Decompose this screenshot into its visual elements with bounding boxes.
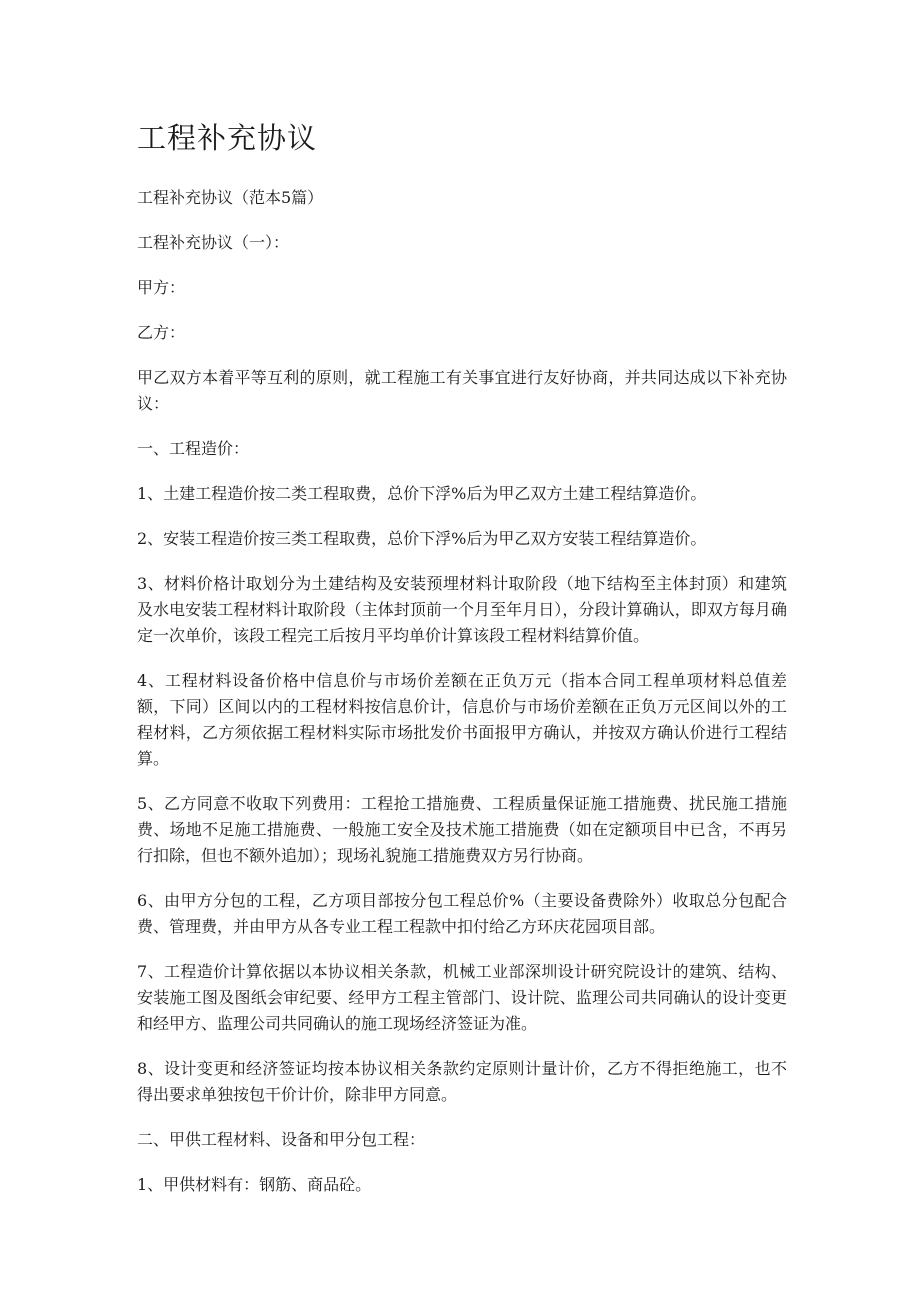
subtitle-paragraph: 工程补充协议（范本5篇） bbox=[137, 188, 324, 207]
section-heading-agreement-one: 工程补充协议（一）： bbox=[137, 233, 290, 252]
clause-paragraph: 3、材料价格计取划分为土建结构及安装预埋材料计取阶段（地下结构至主体封顶）和建筑及水电安装工程材料计取阶段（主体封顶前一个月至年月日），分段计算确认，即双方每月确定一次单价，该段工程完工后按月平均单价计算该段工程材料结算价值。 bbox=[137, 574, 787, 645]
document-page bbox=[137, 118, 787, 1217]
clause-paragraph: 6、由甲方分包的工程，乙方项目部按分包工程总价%（主要设备费除外）收取总分包配合费、管理费，并由甲方从各专业工程工程款中扣付给乙方环庆花园项目部。 bbox=[137, 891, 787, 936]
party-a-label: 甲方： bbox=[137, 278, 186, 297]
document-title: 工程补充协议 bbox=[137, 121, 318, 155]
clause-paragraph: 1、土建工程造价按二类工程取费，总价下浮%后为甲乙双方土建工程结算造价。 bbox=[137, 484, 707, 503]
intro-paragraph: 甲乙双方本着平等互利的原则，就工程施工有关事宜进行友好协商，并共同达成以下补充协议： bbox=[137, 368, 787, 413]
section-heading-materials: 二、甲供工程材料、设备和甲分包工程： bbox=[137, 1130, 426, 1149]
section-heading-cost: 一、工程造价： bbox=[137, 439, 250, 458]
clause-paragraph: 1、甲供材料有：钢筋、商品砼。 bbox=[137, 1175, 372, 1194]
party-b-label: 乙方： bbox=[137, 323, 186, 342]
clause-paragraph: 4、工程材料设备价格中信息价与市场价差额在正负万元（指本合同工程单项材料总值差额，下同）区间以内的工程材料按信息价计，信息价与市场价差额在正负万元区间以外的工程材料，乙方须依据工程材料实际市场批发价书面报甲方确认，并按双方确认价进行工程结算。 bbox=[137, 671, 787, 768]
clause-paragraph: 5、乙方同意不收取下列费用：工程抢工措施费、工程质量保证施工措施费、扰民施工措施费、场地不足施工措施费、一般施工安全及技术施工措施费（如在定额项目中已含，不再另行扣除，但也不额外追加）；现场礼貌施工措施费双方另行协商。 bbox=[137, 794, 787, 865]
clause-paragraph: 2、安装工程造价按三类工程取费，总价下浮%后为甲乙双方安装工程结算造价。 bbox=[137, 529, 707, 548]
clause-paragraph: 7、工程造价计算依据以本协议相关条款，机械工业部深圳设计研究院设计的建筑、结构、安装施工图及图纸会审纪要、经甲方工程主管部门、设计院、监理公司共同确认的设计变更和经甲方、监理公司共同确认的施工现场经济签证为准。 bbox=[137, 962, 787, 1033]
clause-paragraph: 8、设计变更和经济签证均按本协议相关条款约定原则计量计价，乙方不得拒绝施工，也不得出要求单独按包干价计价，除非甲方同意。 bbox=[137, 1059, 787, 1104]
